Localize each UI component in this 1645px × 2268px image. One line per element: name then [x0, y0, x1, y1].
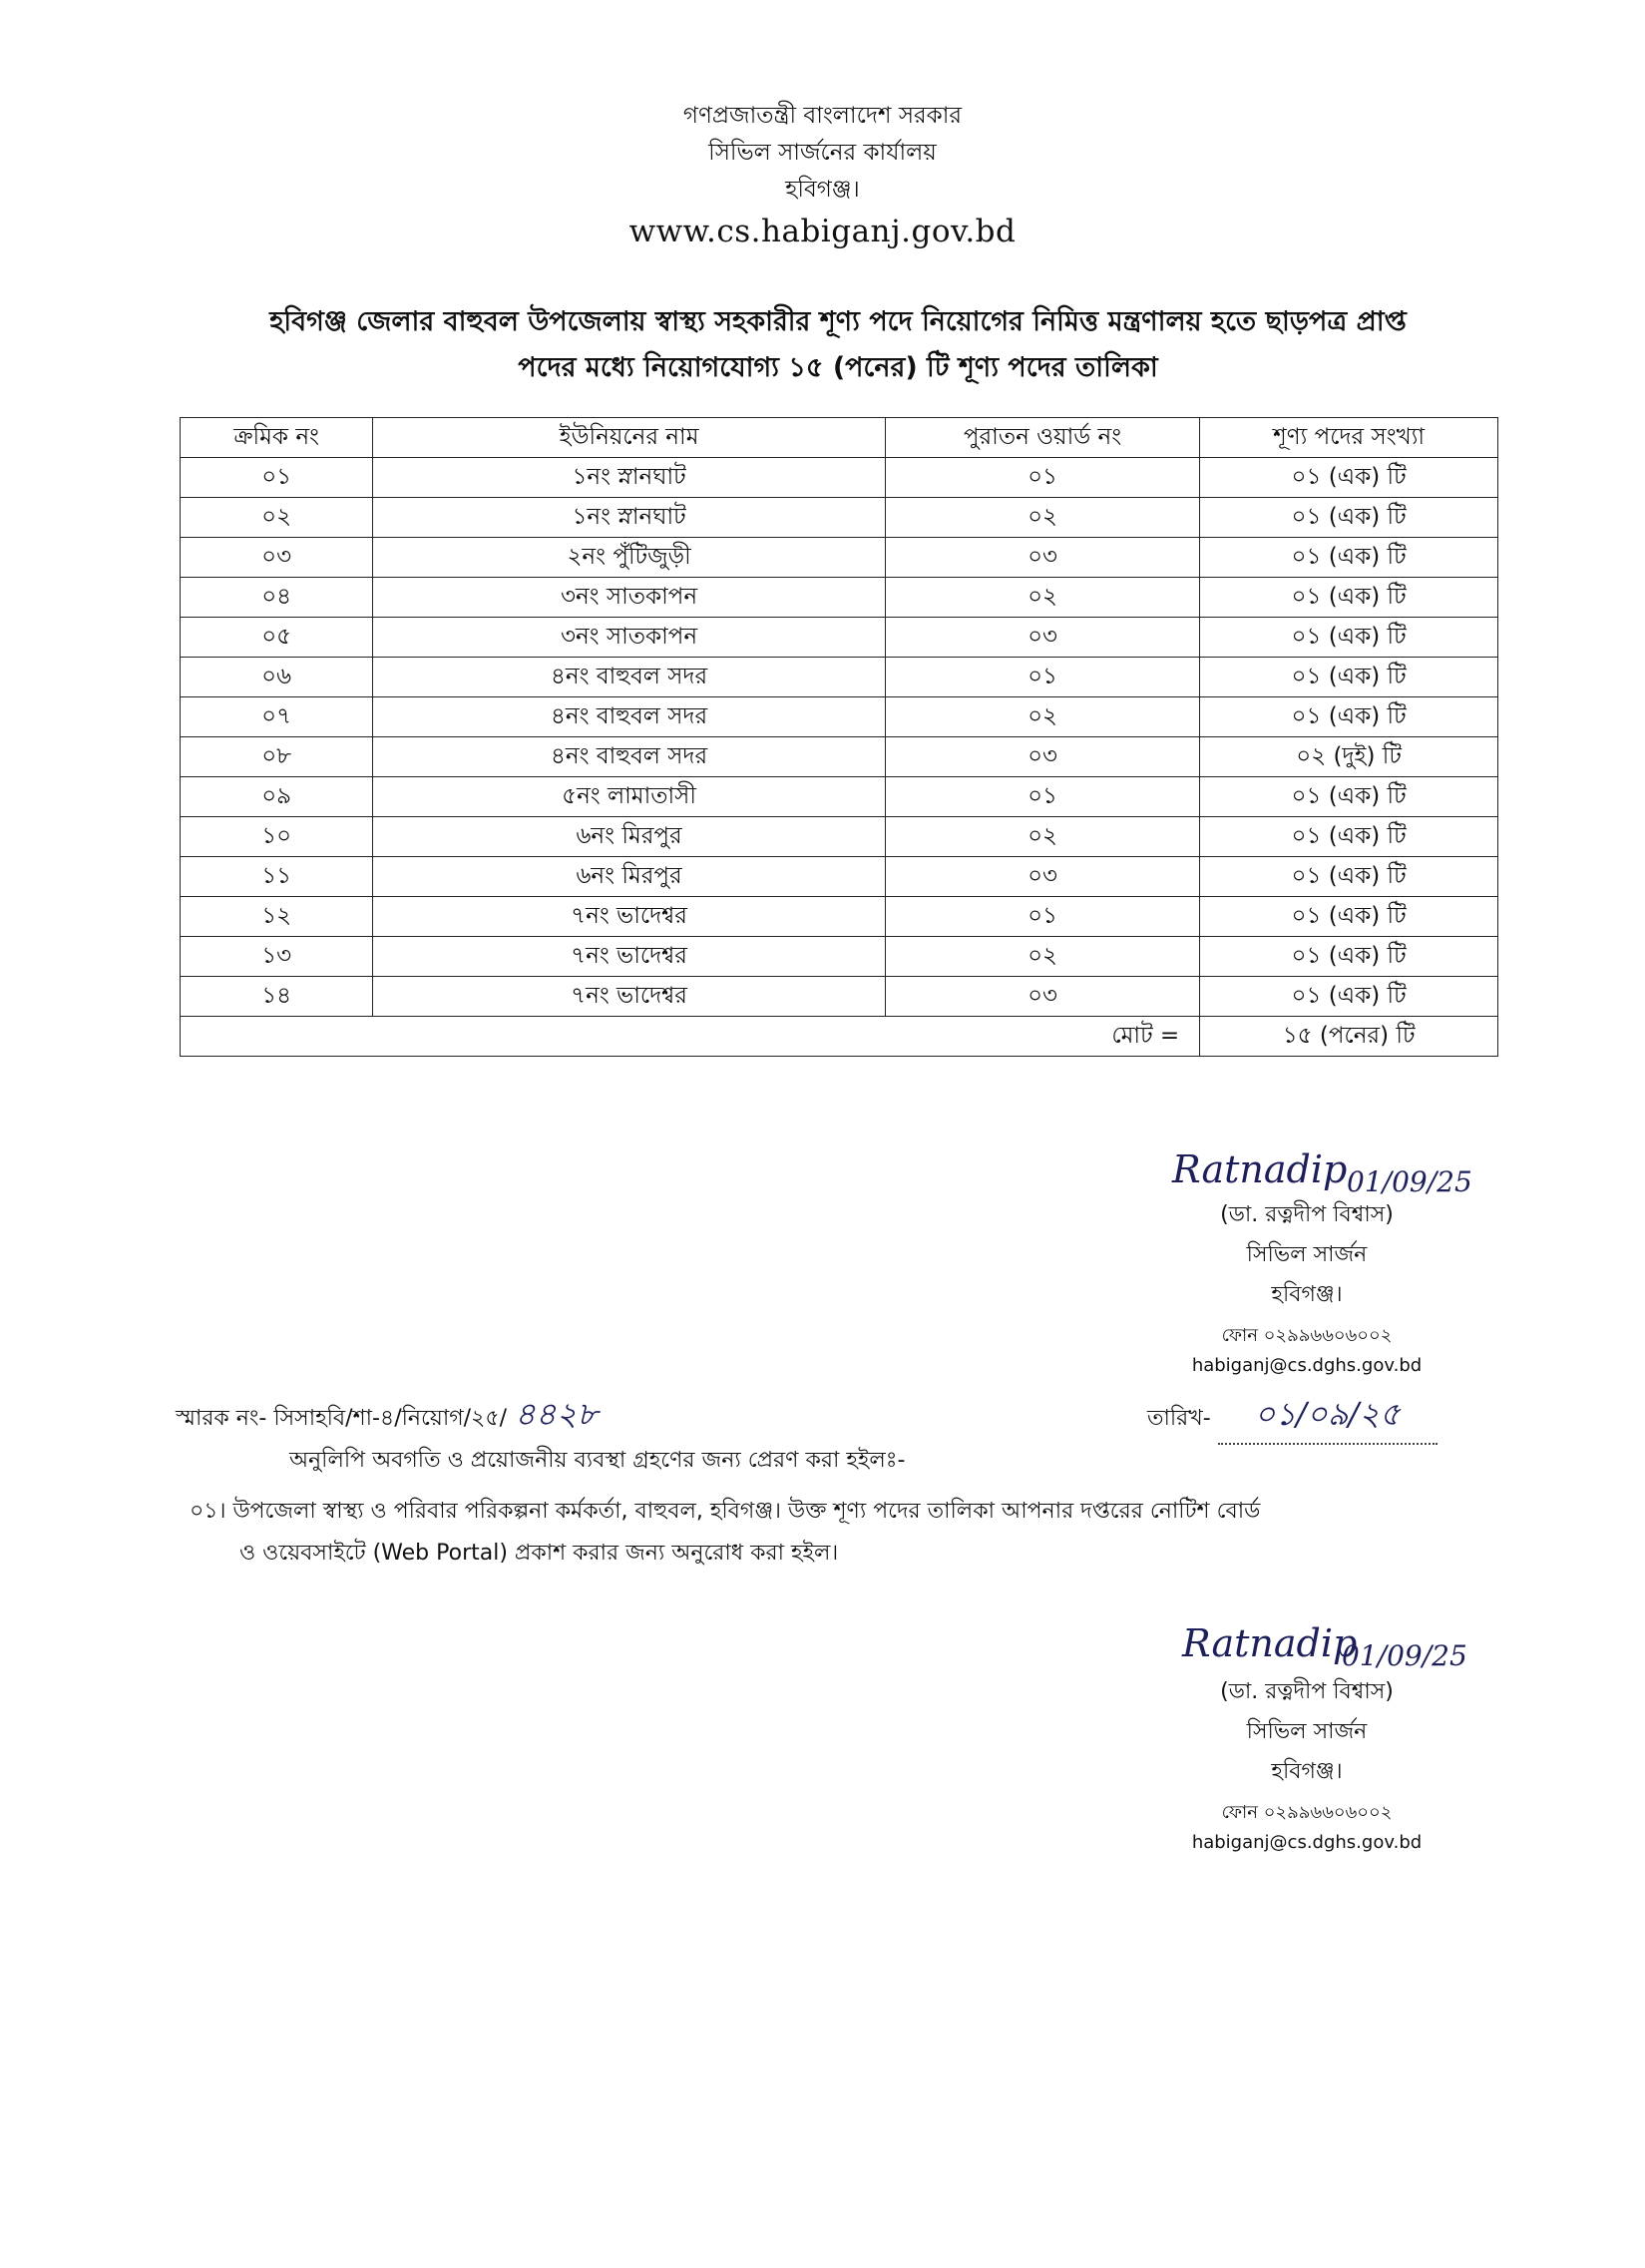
cell-serial: ০১	[181, 458, 373, 498]
cell-serial: ১২	[181, 897, 373, 937]
cell-ward: ০৩	[885, 857, 1199, 897]
cell-union: ২নং পুঁটিজুড়ী	[373, 538, 886, 578]
cell-serial: ১১	[181, 857, 373, 897]
document-title	[180, 299, 1496, 391]
cell-vacancy: ০১ (এক) টি	[1200, 777, 1498, 817]
col-vacancy-header: শূণ্য পদের সংখ্যা	[1200, 418, 1498, 458]
table-row	[181, 498, 1498, 538]
col-union-header: ইউনিয়নের নাম	[373, 418, 886, 458]
table-row	[181, 618, 1498, 658]
table-row	[181, 977, 1498, 1017]
memo-label: স্মারক নং- সিসাহবি/শা-৪/নিয়োগ/২৫/	[176, 1406, 508, 1431]
signature-block-2	[1147, 1672, 1466, 1858]
cell-ward: ০২	[885, 578, 1199, 618]
cell-serial: ০৯	[181, 777, 373, 817]
cell-union: ৭নং ভাদেশ্বর	[373, 937, 886, 977]
table-body	[181, 458, 1498, 1017]
cell-vacancy: ০১ (এক) টি	[1200, 817, 1498, 857]
cell-union: ৬নং মিরপুর	[373, 817, 886, 857]
distribution-item-1-cont: ও ওয়েবসাইটে (Web Portal) প্রকাশ করার জন্য অনুরোধ করা হইল।	[239, 1541, 839, 1566]
government-name: গণপ্রজাতন্ত্রী বাংলাদেশ সরকার	[682, 103, 963, 129]
cell-ward: ০২	[885, 817, 1199, 857]
cell-vacancy: ০২ (দুই) টি	[1200, 737, 1498, 777]
handwritten-date: 01/09/25	[1347, 1165, 1472, 1198]
col-ward-header: পুরাতন ওয়ার্ড নং	[885, 418, 1199, 458]
title-line-1: হবিগঞ্জ জেলার বাহুবল উপজেলায় স্বাস্থ্য সহকারীর শূণ্য পদে নিয়োগের নিমিত্ত মন্ত্রণালয় হতে ছাড়পত্র প্রাপ্ত	[269, 306, 1407, 337]
signatory-phone: ফোন ০২৯৯৬৬০৬০০২	[1221, 1325, 1393, 1346]
cell-union: ৩নং সাতকাপন	[373, 578, 886, 618]
table-row	[181, 897, 1498, 937]
table-row	[181, 737, 1498, 777]
cell-serial: ০৮	[181, 737, 373, 777]
cell-vacancy: ০১ (এক) টি	[1200, 458, 1498, 498]
signatory-phone: ফোন ০২৯৯৬৬০৬০০২	[1221, 1802, 1393, 1823]
table-row	[181, 777, 1498, 817]
table-row	[181, 578, 1498, 618]
col-serial-header: ক্রমিক নং	[181, 418, 373, 458]
cell-union: ৬নং মিরপুর	[373, 857, 886, 897]
website-link[interactable]: www.cs.habiganj.gov.bd	[628, 214, 1017, 249]
cell-union: ৭নং ভাদেশ্বর	[373, 897, 886, 937]
cell-ward: ০১	[885, 658, 1199, 697]
signatory-name: (ডা. রত্নদীপ বিশ্বাস)	[1220, 1679, 1394, 1704]
cell-vacancy: ০১ (এক) টি	[1200, 618, 1498, 658]
memo-date	[1147, 1389, 1438, 1445]
distribution-item-1: ০১। উপজেলা স্বাস্থ্য ও পরিবার পরিকল্পনা কর্মকর্তা, বাহুবল, হবিগঞ্জ। উক্ত শূণ্য পদের তালিকা আপনার দপ্তরের নোটিশ বোর্ড	[190, 1499, 1261, 1524]
cell-ward: ০৩	[885, 977, 1199, 1017]
cell-union: ৩নং সাতকাপন	[373, 618, 886, 658]
cell-vacancy: ০১ (এক) টি	[1200, 697, 1498, 737]
table-row	[181, 937, 1498, 977]
vacancy-table	[180, 417, 1498, 1057]
cell-union: ১নং স্নানঘাট	[373, 498, 886, 538]
cell-ward: ০১	[885, 777, 1199, 817]
table-row	[181, 817, 1498, 857]
cell-vacancy: ০১ (এক) টি	[1200, 498, 1498, 538]
signatory-designation: সিভিল সার্জন	[1246, 1719, 1368, 1744]
signatory-email[interactable]: habiganj@cs.dghs.gov.bd	[1191, 1355, 1423, 1376]
cell-union: ৫নং লামাতাসী	[373, 777, 886, 817]
letterhead	[0, 98, 1645, 254]
copy-intro: অনুলিপি অবগতি ও প্রয়োজনীয় ব্যবস্থা গ্রহণের জন্য প্রেরণ করা হইলঃ-	[289, 1448, 906, 1473]
cell-serial: ০৩	[181, 538, 373, 578]
signatory-location: হবিগঞ্জ।	[1271, 1759, 1343, 1784]
cell-serial: ০৪	[181, 578, 373, 618]
cell-serial: ০৫	[181, 618, 373, 658]
signature-block-1	[1147, 1195, 1466, 1381]
cell-vacancy: ০১ (এক) টি	[1200, 857, 1498, 897]
cell-vacancy: ০১ (এক) টি	[1200, 658, 1498, 697]
title-line-2: পদের মধ্যে নিয়োগযোগ্য ১৫ (পনের) টি শূণ্য পদের তালিকা	[518, 352, 1158, 383]
cell-ward: ০২	[885, 498, 1199, 538]
cell-ward: ০২	[885, 697, 1199, 737]
signatory-name: (ডা. রত্নদীপ বিশ্বাস)	[1220, 1202, 1394, 1227]
handwritten-date: 01/09/25	[1342, 1639, 1467, 1672]
cell-ward: ০১	[885, 897, 1199, 937]
cell-ward: ০৩	[885, 618, 1199, 658]
cell-union: ৪নং বাহুবল সদর	[373, 658, 886, 697]
date-handwritten-value: ০১/০৯/২৫	[1218, 1389, 1438, 1445]
office-name: সিভিল সার্জনের কার্যালয়	[708, 140, 937, 166]
memo-number	[176, 1389, 598, 1443]
table-row	[181, 458, 1498, 498]
cell-union: ৪নং বাহুবল সদর	[373, 737, 886, 777]
cell-ward: ০৩	[885, 538, 1199, 578]
table-row	[181, 658, 1498, 697]
table-row	[181, 857, 1498, 897]
memo-handwritten-number: ৪৪২৮	[515, 1395, 599, 1433]
table-row	[181, 538, 1498, 578]
cell-union: ৭নং ভাদেশ্বর	[373, 977, 886, 1017]
total-row	[181, 1017, 1498, 1057]
cell-ward: ০৩	[885, 737, 1199, 777]
handwritten-signature: Ratnadip	[1172, 1147, 1348, 1191]
distribution-list	[190, 1491, 1516, 1575]
signatory-location: হবিগঞ্জ।	[1271, 1282, 1343, 1307]
cell-vacancy: ০১ (এক) টি	[1200, 977, 1498, 1017]
date-label: তারিখ-	[1147, 1406, 1211, 1431]
cell-serial: ১৩	[181, 937, 373, 977]
cell-serial: ১৪	[181, 977, 373, 1017]
cell-union: ১নং স্নানঘাট	[373, 458, 886, 498]
signatory-designation: সিভিল সার্জন	[1246, 1242, 1368, 1267]
table-header-row	[181, 418, 1498, 458]
handwritten-signature: Ratnadip	[1182, 1621, 1358, 1665]
signatory-email[interactable]: habiganj@cs.dghs.gov.bd	[1191, 1832, 1423, 1853]
cell-serial: ০৬	[181, 658, 373, 697]
cell-vacancy: ০১ (এক) টি	[1200, 578, 1498, 618]
cell-vacancy: ০১ (এক) টি	[1200, 937, 1498, 977]
total-value: ১৫ (পনের) টি	[1200, 1017, 1498, 1057]
cell-ward: ০১	[885, 458, 1199, 498]
total-label: মোট =	[181, 1017, 1200, 1057]
cell-union: ৪নং বাহুবল সদর	[373, 697, 886, 737]
cell-serial: ০৭	[181, 697, 373, 737]
cell-serial: ০২	[181, 498, 373, 538]
cell-serial: ১০	[181, 817, 373, 857]
cell-ward: ০২	[885, 937, 1199, 977]
cell-vacancy: ০১ (এক) টি	[1200, 538, 1498, 578]
cell-vacancy: ০১ (এক) টি	[1200, 897, 1498, 937]
office-location: হবিগঞ্জ।	[785, 177, 860, 203]
table-row	[181, 697, 1498, 737]
